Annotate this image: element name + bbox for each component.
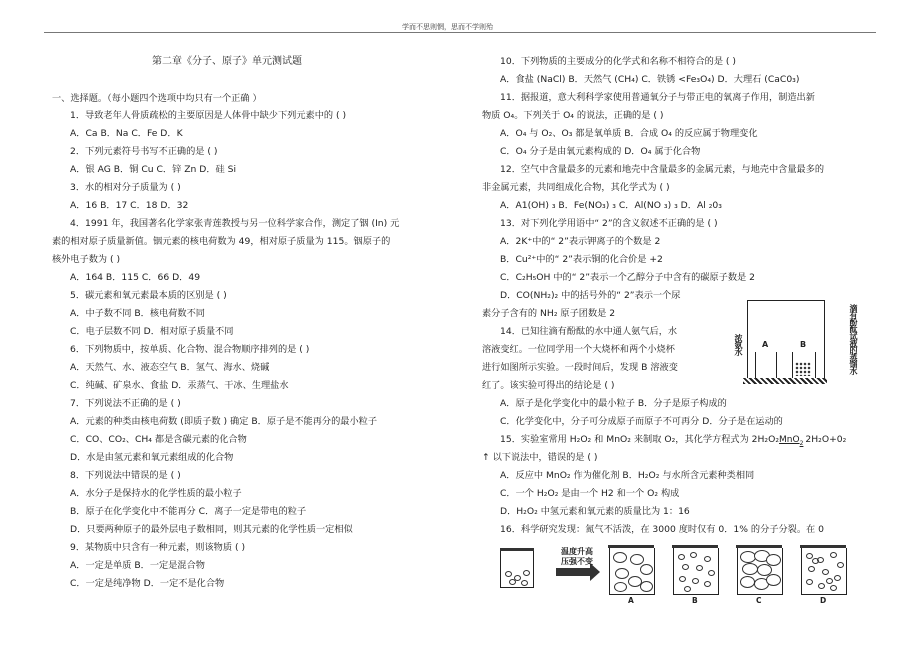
question-9: 9．某物质中只含有一种元素，则该物质 ( )	[70, 542, 246, 553]
base-plate	[743, 378, 827, 384]
jar-b	[673, 548, 719, 595]
header-divider	[44, 32, 876, 33]
arrow-icon	[556, 568, 590, 576]
q10-options: A．食盐 (NaCl) B．天然气 (CH₄) C．铁锈 <Fe₃O₄) D．大理石 (CaC0₃)	[500, 74, 800, 85]
jar-a	[609, 548, 655, 595]
question-12-line-1: 12．空气中含量最多的元素和地壳中含量最多的金属元素，与地壳中含量最多的	[500, 164, 825, 175]
question-14-line-4: 红了。该实验可得出的结论是 ( )	[482, 380, 615, 391]
arrow-text-pressure: 压强不变	[561, 557, 593, 566]
arrow-text-temperature: 温度升高	[561, 547, 593, 556]
jar-b-label: B	[692, 596, 698, 605]
q5-options-cd: C．电子层数不同 D．相对原子质量不同	[70, 326, 234, 337]
question-11-line-2: 物质 O₄。下列关于 O₄ 的说法，正确的是 ( )	[482, 110, 664, 121]
q7-options-ab: A．元素的种类由核电荷数 (即质子数 ) 确定 B．原子是不能再分的最小粒子	[70, 416, 378, 427]
jar-c	[737, 548, 783, 595]
q12-options: A．A1(OH) ₃ B．Fe(NO₃) ₃ C．Al(NO ₃) ₃ D．Al ₂0₃	[500, 200, 722, 211]
q3-options: A．16 B．17 C．18 D．32	[70, 200, 189, 211]
question-8: 8．下列说法中错误的是 ( )	[70, 470, 181, 481]
q15-options-ab: A．反应中 MnO₂ 作为催化剂 B．H₂O₂ 与水所含元素种类相同	[500, 470, 755, 481]
question-14-line-3: 进行如图所示实验。一段时间后，发现 B 溶液变	[482, 362, 678, 373]
jar-d	[801, 548, 847, 595]
question-14-line-2: 溶液变红。一位同学用一个大烧杯和两个小烧杯	[482, 344, 675, 355]
q1-options: A．Ca B．Na C．Fe D．K	[70, 128, 183, 139]
question-2: 2．下列元素符号书写不正确的是 ( )	[70, 146, 218, 157]
q15-option-d: D．H₂O₂ 中氢元素和氧元素的质量比为 1：16	[500, 506, 690, 517]
question-4-line-1: 4．1991 年，我国著名化学家张青莲教授与另一位科学家合作，测定了铟 (In) 元	[70, 218, 400, 229]
question-4-line-2: 素的相对原子质量新值。铟元素的核电荷数为 49，相对原子质量为 115。铟原子的	[52, 236, 391, 247]
q13-option-c: C．C₂H₅OH 中的“ 2”表示一个乙醇分子中含有的碳原子数是 2	[500, 272, 755, 283]
q15-eq-products: 2H₂O+0₂	[805, 434, 847, 445]
question-11-line-1: 11．据报道，意大利科学家使用普通氧分子与带正电的氧离子作用，制造出新	[500, 92, 815, 103]
q8-option-d: D．只要两种原子的最外层电子数相同，则其元素的化学性质一定相似	[70, 524, 353, 535]
beaker-a	[755, 352, 777, 379]
jar-a-label: A	[628, 596, 634, 605]
q15-option-c: C．一个 H₂O₂ 是由一个 H2 和一个 O₂ 构成	[500, 488, 680, 499]
q13-option-d-line-1: D．CO(NH₂)₂ 中的括号外的“ 2”表示一个尿	[500, 290, 681, 301]
question-4-line-3: 核外电子数为 ( )	[52, 254, 121, 265]
q8-option-a: A．水分子是保持水的化学性质的最小粒子	[70, 488, 242, 499]
q11-options-cd: C．O₄ 分子是由氧元素构成的 D．O₄ 属于化合物	[500, 146, 701, 157]
question-6: 6．下列物质中，按单质、化合物、混合物顺序排列的是 ( )	[70, 344, 310, 355]
q14-options-ab: A．原子是化学变化中的最小粒子 B．分子是原子构成的	[500, 398, 727, 409]
q15-text: 15．实验室常用 H₂O₂ 和 MnO₂ 来制取 O₂，其化学方程式为 2H₂O₂	[500, 434, 780, 445]
q6-options-ab: A．天然气、水、液态空气 B．氢气、海水、烧碱	[70, 362, 270, 373]
q4-options: A．164 B．115 C．66 D．49	[70, 272, 201, 283]
question-13: 13．对下列化学用语中“ 2”的含义叙述不正确的是 ( )	[500, 218, 718, 229]
question-10: 10．下列物质的主要成分的化学式和名称不相符合的是 ( )	[500, 56, 737, 67]
page-header: 学而不思则惘，思而不学则殆	[402, 23, 493, 31]
q9-options-cd: C．一定是纯净物 D．一定不是化合物	[70, 578, 225, 589]
q7-option-d: D．水是由氢元素和氧元素组成的化合物	[70, 452, 234, 463]
q11-options-ab: A．O₄ 与 O₂、O₃ 都是氧单质 B．合成 O₄ 的反应属于物理变化	[500, 128, 758, 139]
label-ammonia: 浓氨水	[734, 334, 743, 355]
q7-option-c: C．CO、CO₂、CH₄ 都是含碳元素的化合物	[70, 434, 247, 445]
q6-options-cd: C．纯碱、矿泉水、食盐 D．汞蒸气、干冰、生理盐水	[70, 380, 289, 391]
question-5: 5．碳元素和氧元素最本质的区别是 ( )	[70, 290, 227, 301]
q13-option-b: B．Cu²⁺中的“ 2”表示铜的化合价是 +2	[500, 254, 663, 265]
q8-options-bc: B．原子在化学变化中不能再分 C．离子一定是带电的粒子	[70, 506, 307, 517]
q14-options-cd: C．化学变化中，分子可分成原子而原子不可再分 D．分子是在运动的	[500, 416, 783, 427]
q5-options-ab: A．中子数不同 B．核电荷数不同	[70, 308, 205, 319]
q15-eq-catalyst: MnO$_2$	[779, 435, 804, 447]
question-12-line-2: 非金属元素，共同组成化合物，其化学式为 ( )	[482, 182, 670, 193]
question-16: 16．科学研究发现：氮气不活泼，在 3000 度时仅有 0．1% 的分子分裂。在 0	[500, 524, 825, 535]
question-7: 7．下列说法不正确的是 ( )	[70, 398, 181, 409]
question-3: 3．水的相对分子质量为 ( )	[70, 182, 181, 193]
beaker-a-label: A	[762, 340, 769, 349]
q13-option-d-line-2: 素分子含有的 NH₂ 原子团数是 2	[482, 308, 616, 319]
question-15-line-2: ↑ 以下说法中，错误的是 ( )	[482, 452, 598, 463]
question-1: 1．导致老年人骨质疏松的主要原因是人体骨中缺少下列元素中的 ( )	[70, 110, 347, 121]
beaker-b-solution	[795, 362, 811, 376]
question-14-line-1: 14．已知往滴有酚酞的水中通人氨气后，水	[500, 326, 678, 337]
section-heading: 一、选择题。（每小题四个选项中均只有一个正确 ）	[52, 93, 262, 104]
label-phenolphthalein-water: 滴有酚酞试液的蒸馏水	[849, 304, 858, 374]
jar-c-label: C	[756, 596, 762, 605]
question-15-line-1	[500, 434, 846, 450]
jar-d-label: D	[820, 596, 827, 605]
q2-options: A．银 AG B．铜 Cu C．锌 Zn D．硅 Si	[70, 164, 237, 175]
initial-jar	[500, 551, 534, 588]
beaker-b-label: B	[800, 340, 807, 349]
q9-options-ab: A．一定是单质 B．一定是混合物	[70, 560, 205, 571]
page-title: 第二章《分子、原子》单元测试题	[152, 56, 302, 67]
q13-option-a: A．2K⁺中的“ 2”表示钾离子的个数是 2	[500, 236, 661, 247]
